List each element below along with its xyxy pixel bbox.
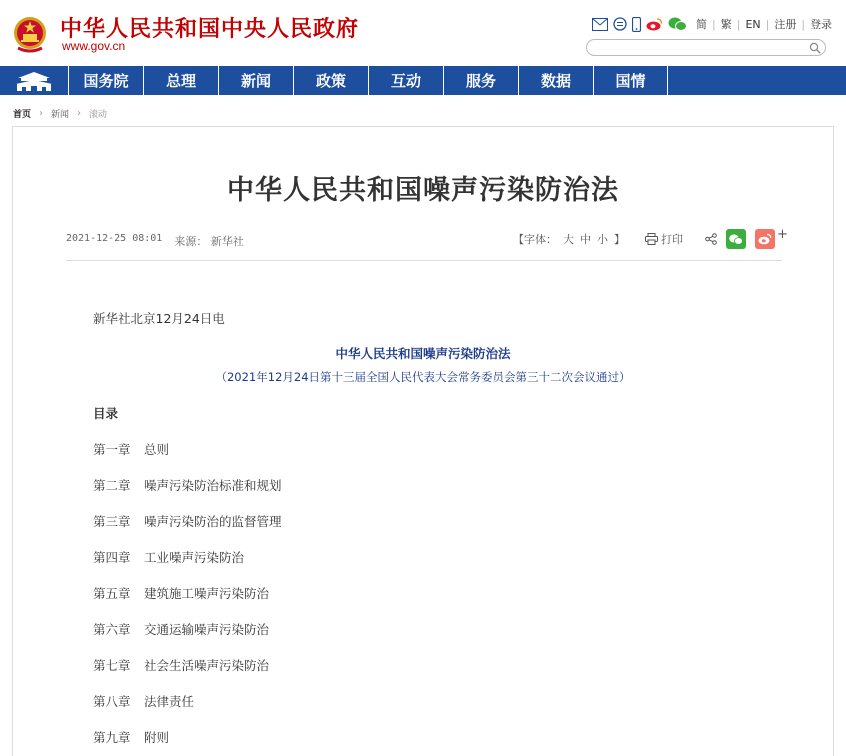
toc-item — [93, 692, 194, 710]
simplified-chinese-link[interactable]: 简 — [696, 18, 707, 31]
font-size-small-button[interactable]: 小 — [597, 233, 608, 246]
toc-item — [93, 512, 282, 530]
print-button[interactable] — [645, 231, 683, 247]
search-box — [586, 39, 826, 56]
breadcrumb-home[interactable]: 首页 — [13, 110, 32, 120]
dateline: 新华社北京12月24日电 — [93, 311, 225, 326]
law-title: 中华人民共和国噪声污染防治法 — [335, 346, 511, 361]
toc-title: 噪声污染防治的监督管理 — [144, 514, 282, 529]
traditional-chinese-link[interactable]: 繁 — [720, 18, 732, 31]
breadcrumb — [13, 107, 107, 120]
toc-chapter: 第九章 — [93, 730, 131, 745]
breadcrumb-rolling[interactable]: 滚动 — [89, 110, 108, 120]
wechat-icon[interactable] — [668, 17, 687, 31]
toc-title: 噪声污染防治标准和规划 — [144, 478, 282, 493]
top-links — [696, 16, 832, 32]
toc-title: 建筑施工噪声污染防治 — [144, 586, 270, 601]
source-info — [174, 233, 244, 249]
nav-item-data[interactable]: 数据 — [518, 66, 593, 95]
wechat-share-button[interactable] — [726, 229, 746, 249]
toc-item — [93, 728, 169, 746]
font-size-medium-button[interactable]: 中 — [580, 233, 591, 246]
toc-chapter: 第一章 — [93, 442, 131, 457]
top-toolbar — [592, 16, 832, 32]
font-size-control — [513, 231, 625, 247]
english-link[interactable]: EN — [745, 17, 761, 31]
font-size-label: 【字体： — [513, 233, 557, 246]
weibo-icon[interactable] — [646, 17, 663, 31]
nav-items — [68, 66, 668, 95]
share-icon[interactable] — [705, 233, 717, 245]
toc-title: 交通运输噪声污染防治 — [144, 622, 270, 637]
toc-item — [93, 584, 269, 602]
toc-title: 工业噪声污染防治 — [144, 550, 245, 565]
chevron-right-icon: › — [77, 108, 82, 119]
login-link[interactable]: 登录 — [810, 18, 833, 31]
toc-title: 总则 — [144, 442, 170, 457]
site-domain: www.gov.cn — [62, 39, 126, 53]
toc-item — [93, 440, 169, 458]
publish-date: 2021-12-25 08:01 — [66, 233, 163, 244]
font-size-large-button[interactable]: 大 — [563, 233, 574, 246]
toc-chapter: 第六章 — [93, 622, 131, 637]
tiananmen-icon — [12, 70, 56, 92]
more-share-button[interactable]: + — [777, 226, 788, 242]
toc-item — [93, 476, 282, 494]
font-size-close-bracket: 】 — [614, 233, 625, 246]
weibo-share-button[interactable] — [755, 229, 775, 249]
toc-title: 法律责任 — [144, 694, 195, 709]
wechat-icon — [729, 234, 743, 245]
separator: | — [801, 17, 806, 31]
toc-chapter: 第七章 — [93, 658, 131, 673]
search-icon[interactable] — [809, 42, 821, 54]
search-input[interactable] — [595, 41, 800, 54]
national-emblem-icon[interactable] — [12, 14, 48, 54]
law-subtitle: （2021年12月24日第十三届全国人民代表大会常务委员会第三十二次会议通过） — [215, 370, 631, 384]
main-nav — [0, 66, 846, 95]
separator: | — [765, 17, 770, 31]
toc-title: 社会生活噪声污染防治 — [144, 658, 270, 673]
nav-item-premier[interactable]: 总理 — [143, 66, 218, 95]
meta-divider — [66, 260, 782, 261]
nav-home[interactable] — [0, 66, 68, 95]
toc-chapter: 第三章 — [93, 514, 131, 529]
print-icon — [645, 233, 658, 245]
print-label: 打印 — [661, 233, 683, 246]
source-name: 新华社 — [210, 235, 244, 248]
nav-item-policy[interactable]: 政策 — [293, 66, 368, 95]
toc-item — [93, 656, 269, 674]
toc-item — [93, 548, 244, 566]
site-header — [0, 0, 846, 66]
toc-title: 附则 — [144, 730, 170, 745]
mail-icon[interactable] — [592, 18, 608, 31]
toc-chapter: 第二章 — [93, 478, 131, 493]
separator: | — [736, 17, 741, 31]
breadcrumb-news[interactable]: 新闻 — [51, 110, 70, 120]
toc-chapter: 第五章 — [93, 586, 131, 601]
mobile-icon[interactable] — [632, 17, 641, 32]
article-meta — [66, 233, 244, 249]
nav-item-national-info[interactable]: 国情 — [593, 66, 668, 95]
register-link[interactable]: 注册 — [774, 18, 797, 31]
nav-item-state-council[interactable]: 国务院 — [68, 66, 143, 95]
source-label: 来源： — [174, 235, 208, 248]
toc-item — [93, 620, 269, 638]
toc-chapter: 第四章 — [93, 550, 131, 565]
site-name[interactable]: 中华人民共和国中央人民政府 — [60, 17, 360, 42]
toc-heading: 目录 — [93, 406, 119, 421]
separator: | — [712, 17, 716, 31]
nav-item-interaction[interactable]: 互动 — [368, 66, 443, 95]
article-tools — [513, 227, 788, 251]
article-title: 中华人民共和国噪声污染防治法 — [227, 175, 619, 206]
nav-item-services[interactable]: 服务 — [443, 66, 518, 95]
weibo-icon — [758, 233, 772, 245]
nav-item-news[interactable]: 新闻 — [218, 66, 293, 95]
toc-chapter: 第八章 — [93, 694, 131, 709]
chevron-right-icon: › — [39, 108, 44, 119]
chat-icon[interactable] — [613, 17, 627, 31]
